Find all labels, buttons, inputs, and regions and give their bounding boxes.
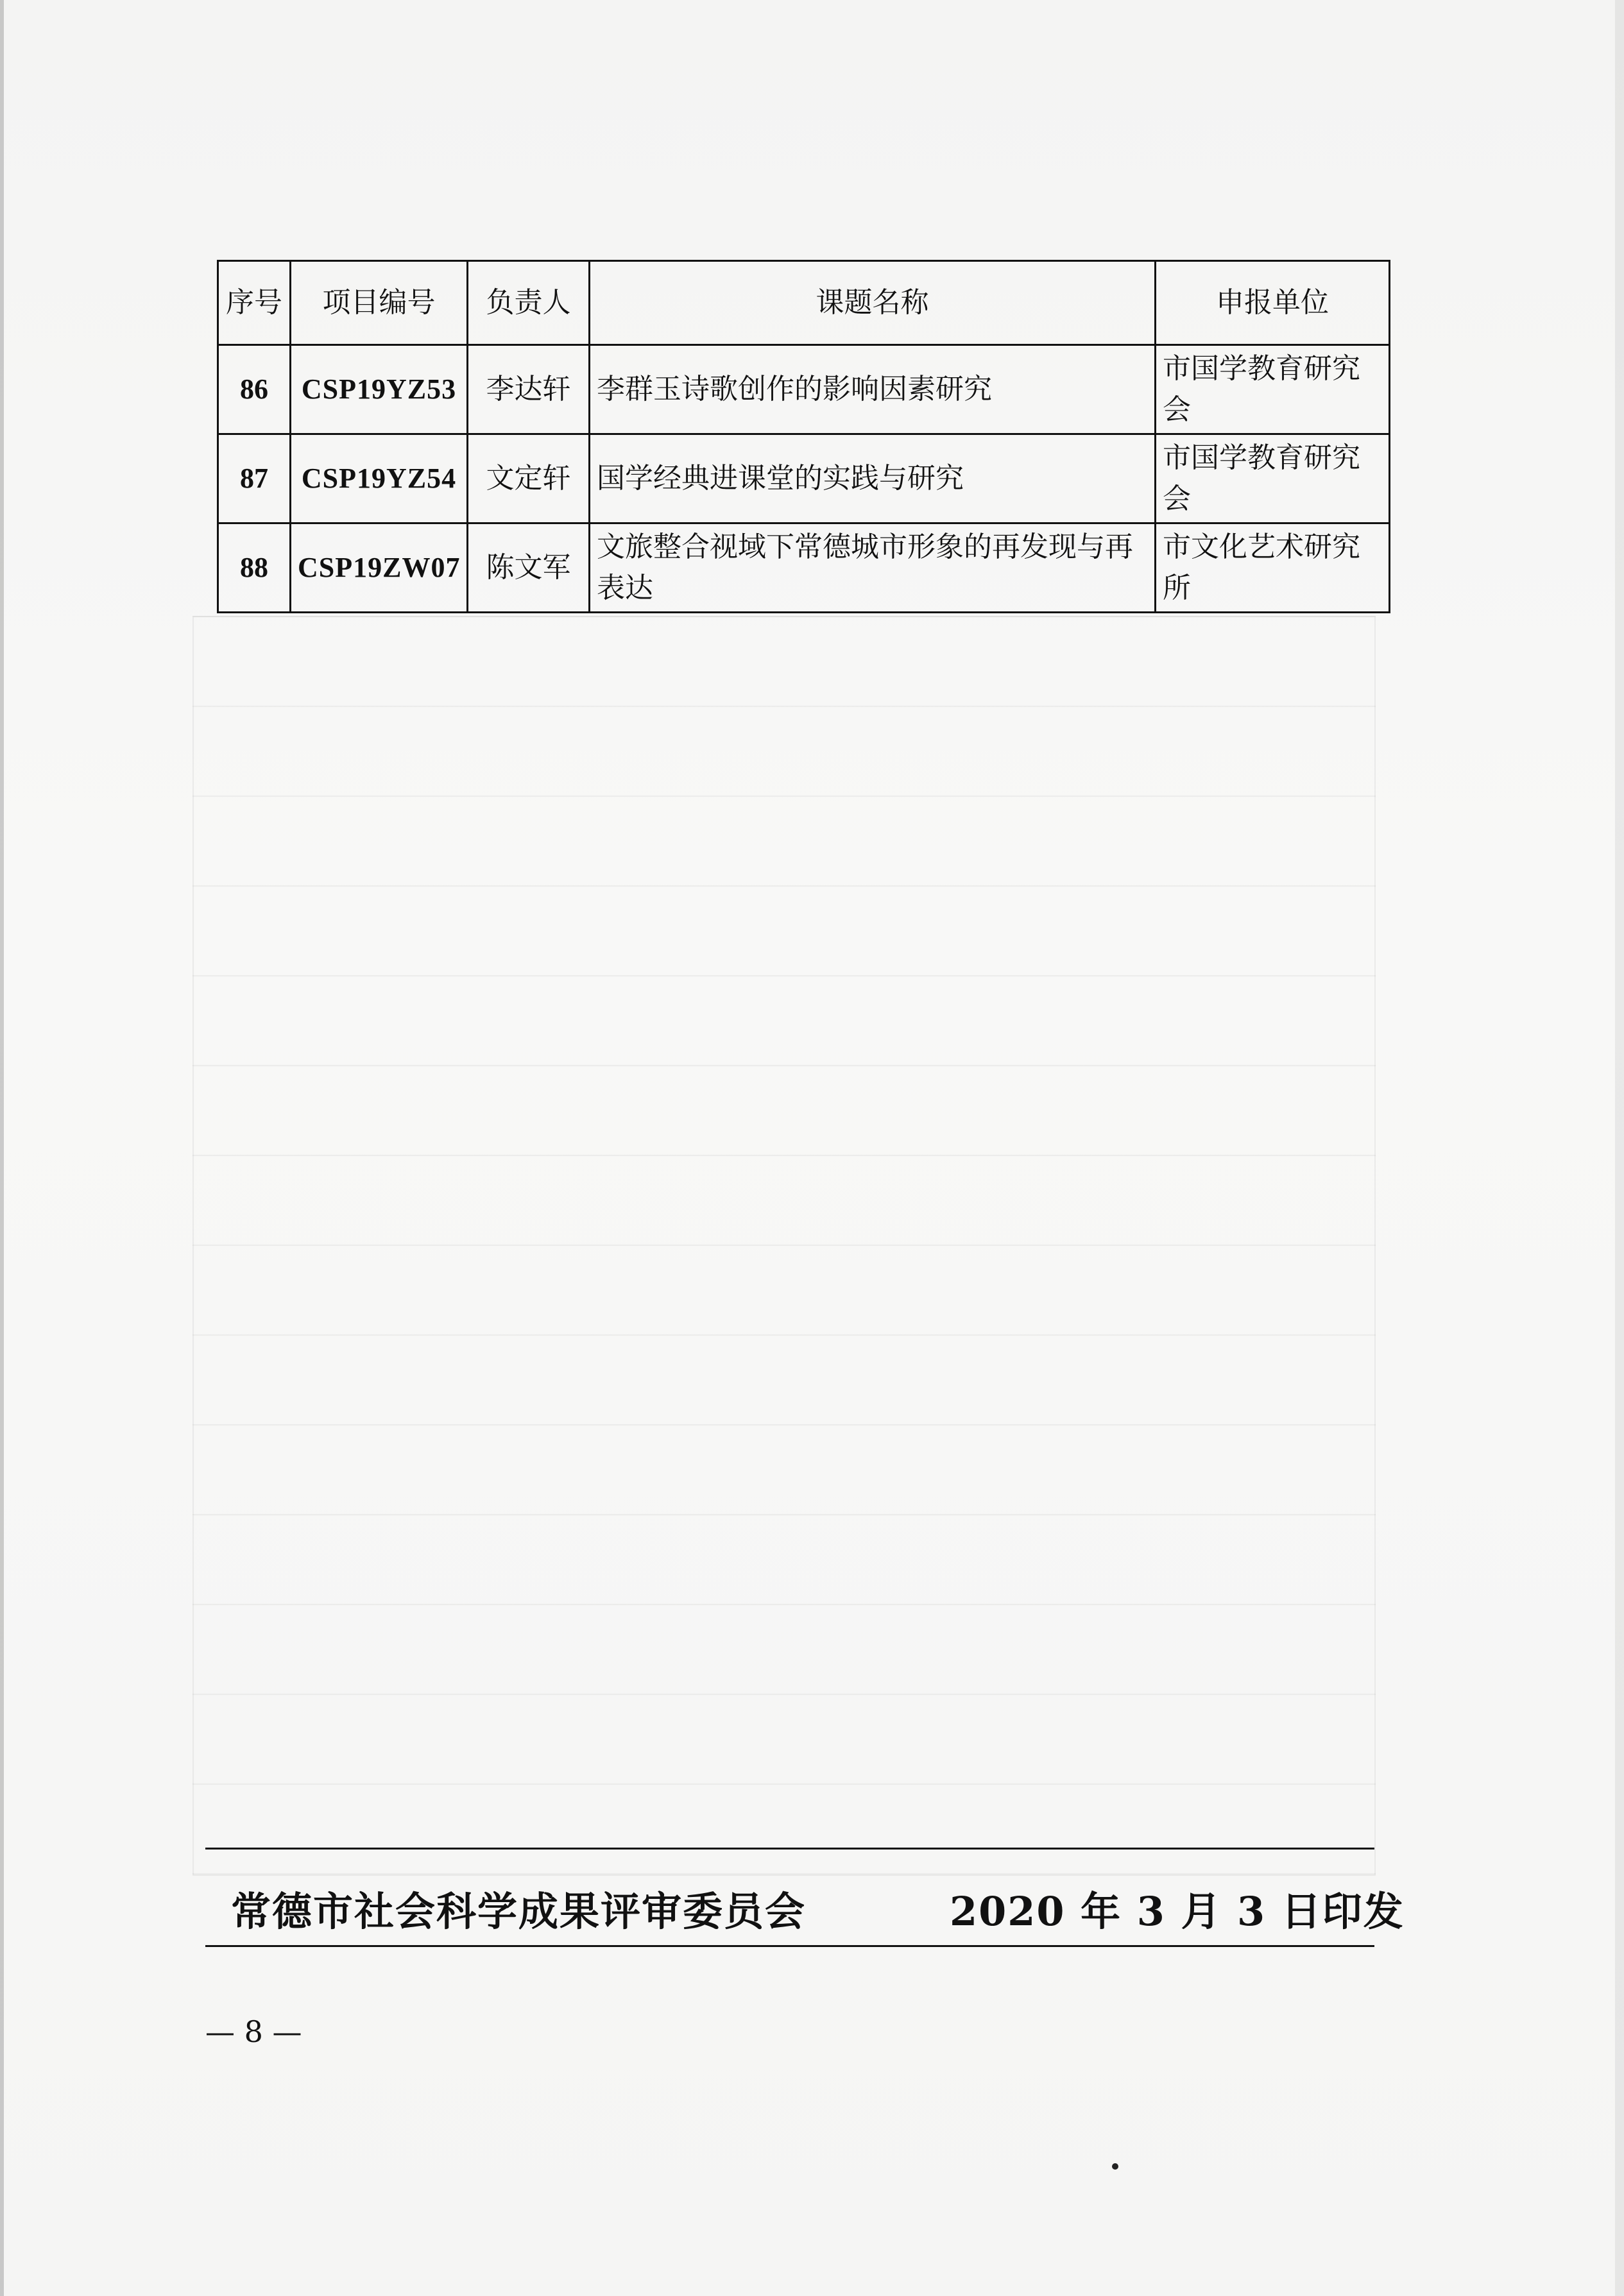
row-person: 文定轩 [468,434,590,523]
row-title: 文旅整合视域下常德城市形象的再发现与再表达 [590,523,1156,613]
row-code: CSP19YZ54 [291,434,468,523]
row-person: 李达轩 [468,345,590,434]
row-code: CSP19ZW07 [291,523,468,613]
row-no: 86 [218,345,291,434]
bleed-through-shadow [192,616,1376,1876]
table-row [218,345,1390,434]
row-title: 李群玉诗歌创作的影响因素研究 [590,345,1156,434]
row-unit: 市国学教育研究会 [1156,345,1390,434]
header-no: 序号 [218,261,291,345]
row-unit: 市文化艺术研究所 [1156,523,1390,613]
table-header-row [218,261,1390,345]
footer-rule-bottom [205,1945,1374,1947]
footer-issuer: 常德市社会科学成果评审委员会 [231,1888,807,1935]
row-code: CSP19YZ53 [291,345,468,434]
table-row [218,434,1390,523]
row-person: 陈文军 [468,523,590,613]
header-code: 项目编号 [291,261,468,345]
header-unit: 申报单位 [1156,261,1390,345]
scan-speck [1112,2163,1118,2170]
row-no: 88 [218,523,291,613]
footer-rule-top [205,1848,1374,1850]
scan-edge-left [0,0,4,2296]
project-table [217,260,1390,613]
header-title: 课题名称 [590,261,1156,345]
header-person: 负责人 [468,261,590,345]
table-row [218,523,1390,613]
footer-date: 2020 年 3 月 3 日印发 [950,1888,1405,1935]
row-title: 国学经典进课堂的实践与研究 [590,434,1156,523]
row-unit: 市国学教育研究会 [1156,434,1390,523]
row-no: 87 [218,434,291,523]
page-number: — 8 — [205,2014,302,2049]
scan-edge-right [1615,0,1624,2296]
